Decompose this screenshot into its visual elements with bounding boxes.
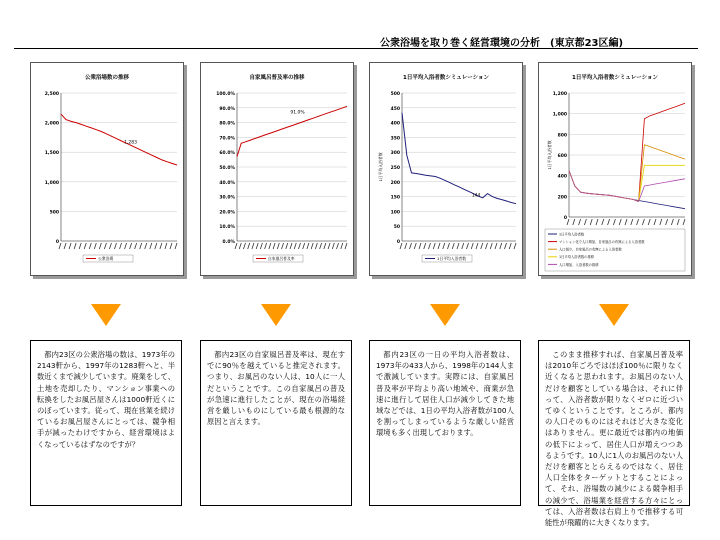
y-tick-label: 1,200 [552, 92, 567, 97]
x-tick-mark [660, 219, 662, 225]
x-tick-mark [165, 243, 167, 249]
series-line [402, 113, 516, 204]
y-tick-label: 50 [393, 225, 400, 231]
x-tick-mark [140, 243, 142, 249]
chart-panel-home-bath-rate [200, 62, 354, 276]
x-tick-mark [433, 243, 435, 249]
legend-label: 1日平均入浴者数 [437, 256, 466, 262]
x-tick-mark [290, 243, 292, 249]
x-tick-mark [269, 243, 271, 249]
x-tick-mark [109, 243, 111, 249]
title-divider [14, 48, 698, 49]
x-tick-mark [637, 219, 639, 225]
chart-daily-visitors [370, 63, 522, 275]
x-tick-mark [298, 243, 300, 249]
x-tick-mark [345, 243, 347, 249]
chart-panel-daily-visitors [369, 62, 523, 276]
x-tick-mark [613, 219, 615, 225]
chart-title: 公衆浴場数の推移 [84, 75, 130, 81]
x-tick-mark [654, 219, 656, 225]
x-tick-mark [69, 243, 71, 249]
x-tick-mark [307, 243, 309, 249]
y-tick-label: 50.0% [219, 166, 235, 171]
x-tick-mark [476, 243, 478, 249]
x-tick-mark [619, 219, 621, 225]
legend-label: 公衆浴場 [98, 256, 114, 262]
chart-simulation [539, 63, 691, 275]
x-tick-mark [341, 243, 343, 249]
chart-title: 1日平均入浴者数シミュレーション [403, 75, 489, 81]
y-tick-label: 2,000 [44, 121, 59, 127]
y-tick-label: 0 [55, 240, 59, 245]
y-tick-label: 100 [390, 210, 400, 216]
y-tick-label: 60.0% [219, 151, 235, 157]
y-tick-label: 20.0% [219, 210, 235, 216]
y-tick-label: 70.0% [219, 136, 235, 142]
down-arrow-icon [261, 304, 291, 326]
description-text: 都内23区の一日の平均入浴者数は、1973年の433人から、1998年の144人まで激減しています。実際には、自家風呂普及率が平均より高い地域や、商業が急速に進行して居住人口が減少してきた地域などでは、1日の平均入浴者数が100人を割ってしまっているような厳しい経営環境も多く出現しております。 [376, 350, 514, 438]
y-tick-label: 800 [557, 133, 567, 139]
x-tick-mark [457, 243, 459, 249]
x-tick-mark [590, 219, 592, 225]
chart-bathhouse-count [31, 63, 183, 275]
y-tick-label: 10.0% [219, 225, 235, 231]
y-tick-label: 150 [390, 195, 400, 201]
x-tick-mark [74, 243, 76, 249]
x-tick-mark [320, 243, 322, 249]
x-tick-mark [584, 219, 586, 225]
x-tick-mark [114, 243, 116, 249]
x-tick-mark [579, 219, 581, 225]
description-text: 都内23区の自家風呂普及率は、現在すでに90％を越えていると推定されます。つまり、お風呂のない人は、10人に一人だということです。この自家風呂の普及が急速に進行したことが、現在の浴場経営を厳しいものにしている最も根源的な原因と言えます。 [207, 350, 345, 427]
x-tick-mark [84, 243, 86, 249]
x-tick-mark [486, 243, 488, 249]
y-tick-label: 500 [390, 92, 400, 97]
down-arrow-icon [430, 304, 460, 326]
x-tick-mark [424, 243, 426, 249]
x-tick-mark [332, 243, 334, 249]
series-line [61, 114, 177, 165]
x-tick-mark [239, 243, 241, 249]
x-tick-mark [235, 243, 237, 249]
y-tick-label: 0.0% [222, 240, 235, 245]
y-tick-label: 500 [49, 210, 59, 216]
y-tick-label: 400 [390, 121, 400, 127]
x-tick-mark [677, 219, 679, 225]
x-tick-mark [471, 243, 473, 249]
x-tick-mark [337, 243, 339, 249]
y-tick-label: 1,500 [44, 151, 59, 157]
x-tick-mark [294, 243, 296, 249]
series-line [569, 171, 685, 209]
x-tick-mark [495, 243, 497, 249]
x-tick-mark [89, 243, 91, 249]
y-tick-label: 1,000 [552, 112, 567, 118]
x-tick-mark [252, 243, 254, 249]
x-tick-mark [282, 243, 284, 249]
x-tick-mark [631, 219, 633, 225]
x-tick-mark [286, 243, 288, 249]
x-tick-mark [490, 243, 492, 249]
x-tick-mark [79, 243, 81, 249]
x-tick-mark [410, 243, 412, 249]
x-tick-mark [596, 219, 598, 225]
x-tick-mark [311, 243, 313, 249]
x-tick-mark [648, 219, 650, 225]
y-tick-label: 600 [557, 154, 567, 159]
chart-panel-simulation [538, 62, 692, 276]
description-box-bathhouse-count [30, 340, 182, 506]
x-tick-mark [467, 243, 469, 249]
x-tick-mark [505, 243, 507, 249]
x-tick-mark [567, 219, 569, 225]
y-tick-label: 80.0% [219, 121, 235, 127]
x-tick-mark [448, 243, 450, 249]
x-tick-mark [452, 243, 454, 249]
x-tick-mark [160, 243, 162, 249]
description-text: 都内23区の公衆浴場の数は、1973年の2143軒から、1997年の1283軒へと、半数近くまで減少しています。廃業をして、土地を売却したり、マンション事業への転換をしたお風呂屋さんは1000軒近くにのぼっています。従って、現在営業を続けているお風呂屋さんにとっては、競争相手が減ったわけですから、経営環境はよくなっているはずなのですが？ [37, 350, 175, 449]
x-tick-mark [243, 243, 245, 249]
x-tick-mark [277, 243, 279, 249]
chart-panel-bathhouse-count [30, 62, 184, 276]
x-tick-mark [671, 219, 673, 225]
x-tick-mark [642, 219, 644, 225]
chart-home-bath-rate [201, 63, 353, 275]
legend-label: マンション化で人口増加、自家風呂の有無による入浴者数 [559, 240, 645, 244]
x-tick-mark [256, 243, 258, 249]
x-tick-mark [602, 219, 604, 225]
y-tick-label: 350 [390, 136, 400, 142]
y-tick-label: 40.0% [219, 180, 235, 186]
data-annotation: 1,283 [124, 140, 138, 146]
x-tick-mark [265, 243, 267, 249]
y-tick-label: 1,000 [44, 180, 59, 186]
x-tick-mark [315, 243, 317, 249]
x-tick-mark [273, 243, 275, 249]
x-tick-mark [99, 243, 101, 249]
chart-title: 1日平均入浴者数シミュレーション [572, 75, 658, 81]
x-tick-mark [509, 243, 511, 249]
x-tick-mark [59, 243, 61, 249]
legend-label: 自家風呂普及率 [268, 256, 295, 262]
series-line [569, 171, 685, 202]
y-tick-label: 450 [390, 106, 400, 112]
y-tick-label: 200 [557, 195, 567, 201]
x-tick-mark [64, 243, 66, 249]
x-tick-mark [462, 243, 464, 249]
y-tick-label: 0 [396, 240, 400, 245]
y-tick-label: 250 [390, 166, 400, 171]
x-tick-mark [625, 219, 627, 225]
x-tick-mark [514, 243, 516, 249]
y-axis-label: 1日平均入浴者数 [547, 140, 552, 170]
series-line [569, 165, 685, 201]
x-tick-mark [125, 243, 127, 249]
x-tick-mark [443, 243, 445, 249]
down-arrow-icon [91, 304, 121, 326]
y-tick-label: 2,500 [44, 92, 59, 97]
y-axis-label: 1日平均入浴者数 [378, 152, 383, 182]
x-tick-mark [303, 243, 305, 249]
legend-label: 1日平均入浴者数 [559, 232, 585, 237]
y-tick-label: 400 [557, 174, 567, 180]
x-tick-mark [145, 243, 147, 249]
y-tick-label: 100.0% [216, 92, 235, 97]
x-tick-mark [438, 243, 440, 249]
x-tick-mark [170, 243, 172, 249]
x-tick-mark [400, 243, 402, 249]
data-annotation: 91.0% [290, 110, 305, 116]
x-tick-mark [328, 243, 330, 249]
x-tick-mark [130, 243, 132, 249]
x-tick-mark [573, 219, 575, 225]
description-box-daily-visitors [369, 340, 521, 506]
x-tick-mark [419, 243, 421, 249]
x-tick-mark [175, 243, 177, 249]
x-tick-mark [608, 219, 610, 225]
x-tick-mark [414, 243, 416, 249]
x-tick-mark [104, 243, 106, 249]
page-title: 公衆浴場を取り巻く経営環境の分析 (東京都23区編) [380, 38, 624, 49]
x-tick-mark [150, 243, 152, 249]
y-tick-label: 0 [563, 216, 567, 221]
x-tick-mark [324, 243, 326, 249]
x-tick-mark [120, 243, 122, 249]
y-tick-label: 30.0% [219, 195, 235, 201]
x-tick-mark [666, 219, 668, 225]
x-tick-mark [683, 219, 685, 225]
x-tick-mark [429, 243, 431, 249]
y-tick-label: 200 [390, 180, 400, 186]
x-tick-mark [260, 243, 262, 249]
x-tick-mark [481, 243, 483, 249]
x-tick-mark [135, 243, 137, 249]
description-box-home-bath-rate [200, 340, 352, 506]
y-tick-label: 90.0% [219, 106, 235, 112]
x-tick-mark [405, 243, 407, 249]
data-annotation: 144 [471, 193, 481, 199]
series-line [569, 103, 685, 201]
legend-label: 人口減少、自家風呂の有無による入浴者数 [559, 247, 622, 252]
x-tick-mark [155, 243, 157, 249]
chart-title: 自家風呂普及率の推移 [249, 75, 305, 81]
description-text: このまま推移すれば、自家風呂普及率は2010年ごろではほぼ100％に限りなく近くなると思われます。お風呂のない人だけを顧客としている場合は、それに伴って、入浴者数が限りなくゼロに近づいてゆくということです。ところが、都内の人口そのものにはそれほど大きな変化はありません。更に最近では都内の地価の低下によって、居住人口が増えつつあるようです。10人に1人のお風呂のない人だけを顧客ととらえるのではなく、居住人口全体をターゲットとすることによって、それ、浴場数の減少による競争相手の減少で、浴場業を経営する方々にとっては、入浴者数は右肩上りで推移する可能性が飛躍的に大きくなります。 [545, 350, 683, 528]
down-arrow-icon [599, 304, 629, 326]
legend-label: 人口増加、入浴者数の推移 [559, 262, 599, 267]
y-tick-label: 300 [390, 151, 400, 157]
x-tick-mark [248, 243, 250, 249]
legend-label: 1日平均入浴者数の推移 [559, 255, 595, 260]
x-tick-mark [94, 243, 96, 249]
description-box-simulation [538, 340, 690, 528]
x-tick-mark [500, 243, 502, 249]
